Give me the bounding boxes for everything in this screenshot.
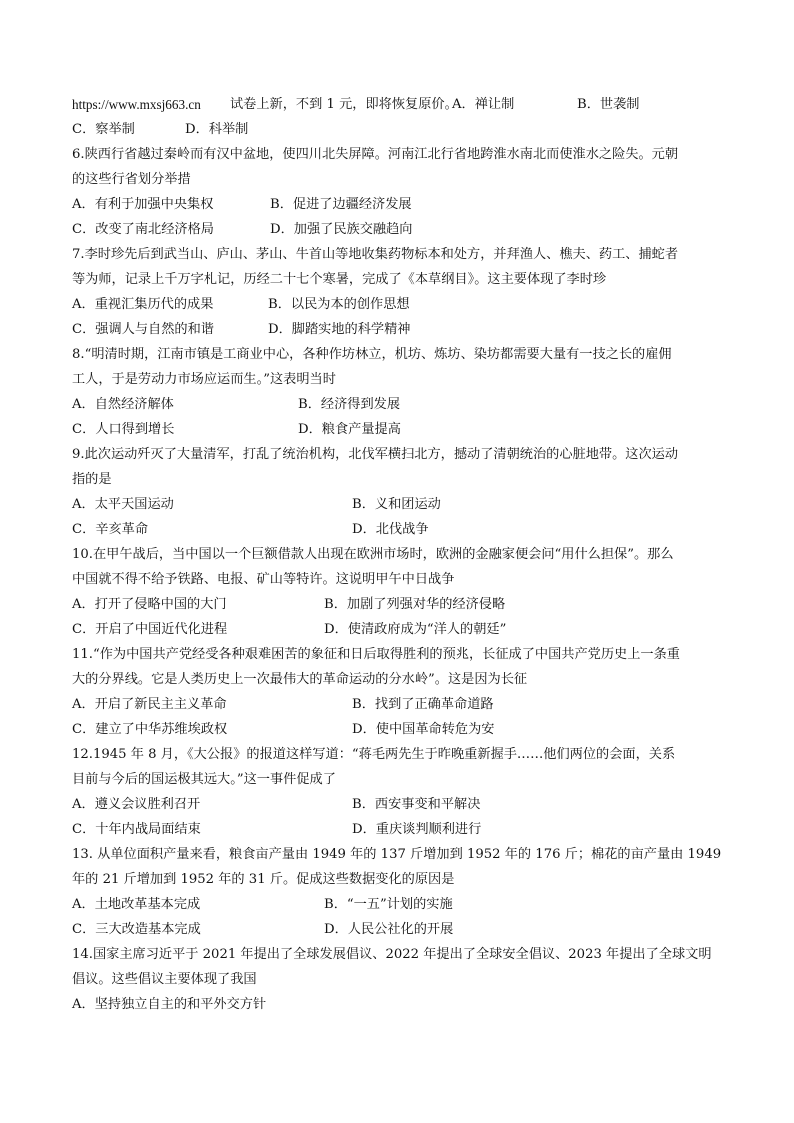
q8-stem-line-2: 工人，于是劳动力市场应运而生。”这表明当时 <box>72 372 336 387</box>
q8-stem-line-1: 8.“明清时期，江南市镇是工商业中心，各种作坊林立，机坊、炼坊、染坊都需要大量有一技之长的雇佣 <box>72 347 672 362</box>
q8-option-c: C．人口得到增长 <box>72 422 175 437</box>
q12-option-b: B．西安事变和平解决 <box>352 797 481 812</box>
q7-options-row-1 <box>72 292 722 317</box>
q12-option-c: C．十年内战局面结束 <box>72 822 201 837</box>
q14-options-row-1 <box>72 992 722 1017</box>
q13-stem-line-1: 13. 从单位面积产量来看，粮食亩产量由 1949 年的 137 斤增加到 1952 年的 176 斤；棉花的亩产量由 1949 <box>72 847 722 862</box>
q13-option-c: C．三大改造基本完成 <box>72 922 201 937</box>
q7-option-b: B．以民为本的创作思想 <box>268 297 410 312</box>
q6-option-a: A．有利于加强中央集权 <box>72 197 214 212</box>
q6-options-row-1 <box>72 192 722 217</box>
q9-options-row-1 <box>72 492 722 517</box>
q7-options-row-2 <box>72 317 722 342</box>
header-line <box>72 92 722 117</box>
q5-options-line <box>72 117 722 142</box>
q12-stem-line-1: 12.1945 年 8 月，《大公报》的报道这样写道：“蒋毛两先生于昨晚重新握手……他们两位的会面，关系 <box>72 747 676 762</box>
q5-option-b: B．世袭制 <box>577 97 640 112</box>
q7-option-a: A．重视汇集历代的成果 <box>72 297 214 312</box>
q6-option-b: B．促进了边疆经济发展 <box>270 197 412 212</box>
q8-options-row-2 <box>72 417 722 442</box>
exam-page <box>72 92 722 1017</box>
q7-option-c: C．强调人与自然的和谐 <box>72 322 214 337</box>
q9-options-row-2 <box>72 517 722 542</box>
q11-option-b: B．找到了正确革命道路 <box>352 697 494 712</box>
q11-stem-line-2: 大的分界线。它是人类历史上一次最伟大的革命运动的分水岭”。这是因为长征 <box>72 672 528 687</box>
q7-option-d: D．脚踏实地的科学精神 <box>268 322 411 337</box>
q13-option-d: D．人民公社化的开展 <box>324 922 454 937</box>
q13-option-b: B．“一五”计划的实施 <box>324 897 453 912</box>
q10-stem-line-1: 10.在甲午战后，当中国以一个巨额借款人出现在欧洲市场时，欧洲的金融家便会问“用什么担保”。那么 <box>72 547 674 562</box>
q6-options-row-2 <box>72 217 722 242</box>
q9-option-c: C．辛亥革命 <box>72 522 149 537</box>
q13-option-a: A．土地改革基本完成 <box>72 897 201 912</box>
q9-option-a: A．太平天国运动 <box>72 497 174 512</box>
q12-options-row-2 <box>72 817 722 842</box>
q9-stem-line-1: 9.此次运动歼灭了大量清军，打乱了统治机构，北伐军横扫北方，撼动了清朝统治的心脏地带。这次运动 <box>72 447 679 462</box>
q6-option-d: D．加强了民族交融趋向 <box>270 222 413 237</box>
q7-stem-line-2: 等为师，记录上千万字札记，历经二十七个寒暑，完成了《本草纲目》。这主要体现了李时珍 <box>72 272 607 287</box>
q5-option-d: D．科举制 <box>185 122 249 137</box>
q12-option-a: A．遵义会议胜利召开 <box>72 797 201 812</box>
q12-options-row-1 <box>72 792 722 817</box>
q10-option-b: B．加剧了列强对华的经济侵略 <box>324 597 506 612</box>
q11-option-a: A．开启了新民主主义革命 <box>72 697 227 712</box>
q11-option-d: D．使中国革命转危为安 <box>352 722 495 737</box>
q11-options-row-1 <box>72 692 722 717</box>
q8-option-a: A．自然经济解体 <box>72 397 174 412</box>
q6-stem-line-2: 的这些行省划分举措 <box>72 172 191 187</box>
q13-stem-line-2: 年的 21 斤增加到 1952 年的 31 斤。促成这些数据变化的原因是 <box>72 872 455 887</box>
q9-option-b: B．义和团运动 <box>352 497 441 512</box>
q11-options-row-2 <box>72 717 722 742</box>
q6-stem-line-1: 6.陕西行省越过秦岭而有汉中盆地，使四川北失屏障。河南江北行省地跨淮水南北而使淮水之险失。元朝 <box>72 147 679 162</box>
q10-stem-line-2: 中国就不得不给予铁路、电报、矿山等特许。这说明甲午中日战争 <box>72 572 455 587</box>
q14-option-a: A．坚持独立自主的和平外交方针 <box>72 997 267 1012</box>
q9-stem-line-2: 指的是 <box>72 472 112 487</box>
q12-stem-line-2: 目前与今后的国运极其远大。”这一事件促成了 <box>72 772 336 787</box>
q5-option-c: C．察举制 <box>72 122 135 137</box>
promo-notice: 试卷上新，不到 1 元，即将恢复原价。 <box>230 97 458 112</box>
q8-options-row-1 <box>72 392 722 417</box>
q5-option-a: A．禅让制 <box>452 97 515 112</box>
q14-stem-line-1: 14.国家主席习近平于 2021 年提出了全球发展倡议、2022 年提出了全球安全倡议、2023 年提出了全球文明 <box>72 947 712 962</box>
q12-option-d: D．重庆谈判顺利进行 <box>352 822 482 837</box>
q13-options-row-1 <box>72 892 722 917</box>
q9-option-d: D．北伐战争 <box>352 522 429 537</box>
q10-options-row-2 <box>72 617 722 642</box>
q10-option-c: C．开启了中国近代化进程 <box>72 622 228 637</box>
q11-option-c: C．建立了中华苏维埃政权 <box>72 722 228 737</box>
q11-stem-line-1: 11.“作为中国共产党经受各种艰难困苦的象征和日后取得胜利的预兆，长征成了中国共产党历史上一条重 <box>72 647 680 662</box>
q10-options-row-1 <box>72 592 722 617</box>
q7-stem-line-1: 7.李时珍先后到武当山、庐山、茅山、牛首山等地收集药物标本和处方，并拜渔人、樵夫、药工、捕蛇者 <box>72 247 679 262</box>
site-url: https://www.mxsj663.cn <box>72 97 201 112</box>
q10-option-d: D．使清政府成为“洋人的朝廷” <box>324 622 507 637</box>
q8-option-d: D．粮食产量提高 <box>298 422 401 437</box>
q8-option-b: B．经济得到发展 <box>298 397 401 412</box>
q6-option-c: C．改变了南北经济格局 <box>72 222 214 237</box>
q13-options-row-2 <box>72 917 722 942</box>
q10-option-a: A．打开了侵略中国的大门 <box>72 597 227 612</box>
q14-stem-line-2: 倡议。这些倡议主要体现了我国 <box>72 972 257 987</box>
